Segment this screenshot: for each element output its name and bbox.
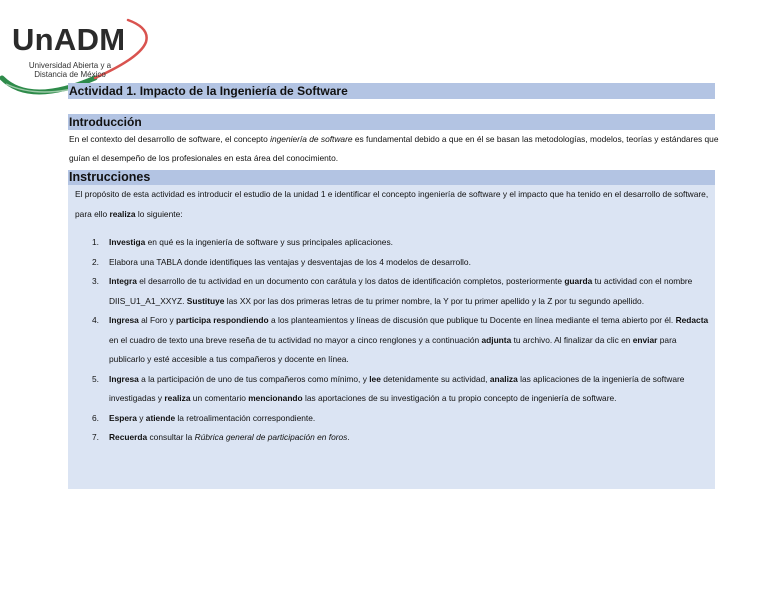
logo-name: UnADM [12,22,126,57]
list-item-text: Investiga [109,237,146,247]
list-item-text: participa respondiendo [176,315,269,325]
list-item-number: 4. [92,315,99,325]
list-item-text: el desarrollo de tu actividad en un documento con carátula y los datos de identificación completos, posteriormente [136,276,565,286]
list-item-text: Integra [109,276,137,286]
steps-list [74,233,709,448]
list-item-text: lee [369,373,381,384]
list-item-text: Sustituye [186,295,225,306]
list-item-text: Rúbrica general de participación en foros [194,432,348,442]
list-item-text: un comentario [190,393,249,403]
list-item [74,311,709,370]
list-item-text: al Foro y [138,315,177,325]
list-item-text: Recuerda [109,432,148,442]
list-item-number: 2. [92,256,99,267]
list-item-number: 6. [92,412,99,423]
activity-title: Actividad 1. Impacto de la Ingeniería de Software [68,83,715,99]
list-item-text: guarda [564,276,593,286]
list-item-text: adjunta [481,334,512,345]
list-item [74,253,709,273]
list-item-text: enviar [632,334,658,345]
list-item [74,233,709,253]
list-item-text: consultar la [147,432,195,442]
list-item-text: Ingresa [109,315,139,325]
list-item-text: la retroalimentación correspondiente. [175,412,316,423]
list-item-text: las aplicaciones de la ingeniería de software investigadas y [109,373,685,403]
instructions-heading: Instrucciones [68,170,715,185]
list-item-number: 7. [92,432,99,442]
list-item-text: atiende [145,412,176,423]
list-item-text: para publicarlo y esté accesible a tus compañeros y docente en línea. [109,334,677,364]
list-item-number: 1. [92,237,99,247]
list-item-text: a los planteamientos y líneas de discusión que publique tu Docente en línea mediante el tema abierto por él. [268,315,676,325]
list-item-number: 3. [92,276,99,286]
instructions-panel [68,185,715,489]
list-item-text: las XX por las dos primeras letras de tu primer nombre, la Y por tu primer apellido y la Z por tu segundo apellido. [224,295,645,306]
intro-text: En el contexto del desarrollo de software, el concepto ingeniería de software es fundamental debido a que en él se basan las metodologías, modelos, teorías y estándares que guían el desempeño de los profesionales en esta área del conocimiento. [69,134,719,163]
list-item-text: analiza [489,373,518,384]
list-item-text: en el cuadro de texto una breve reseña de tu actividad no mayor a cinco renglones y a continuación [109,334,482,345]
list-item-text: . [347,432,350,442]
intro-heading: Introducción [68,114,715,130]
list-item-text: Elabora una TABLA donde identifiques las ventajas y desventajas de los 4 modelos de desarrollo. [109,256,471,267]
list-item-text: Espera [109,412,137,423]
list-item [74,370,709,409]
list-item-number: 5. [92,373,99,384]
logo-subtitle: Universidad Abierta y a Distancia de México [28,61,112,79]
list-item-text: las aportaciones de su investigación a tu propio concepto de ingeniería de software. [302,393,617,403]
list-item [74,272,709,311]
list-item [74,409,709,429]
list-item [74,428,709,448]
list-item-text: y [136,412,146,423]
list-item-text: tu archivo. Al finalizar da clic en [511,334,633,345]
list-item-text: a la participación de uno de tus compañeros como mínimo, y [138,373,370,384]
instructions-lead: El propósito de esta actividad es introducir el estudio de la unidad 1 e identificar el concepto ingeniería de software y el impacto que ha tenido en el desarrollo de software, para ello realiza lo siguiente: [75,189,709,219]
list-item-text: tu actividad con el nombre DIIS_U1_A1_XXYZ. [109,276,693,306]
list-item-text: realiza [164,393,191,403]
list-item-text: en qué es la ingeniería de software y sus principales aplicaciones. [145,237,393,247]
list-item-text: mencionando [248,393,303,403]
list-item-text: detenidamente su actividad, [380,373,490,384]
list-item-text: Redacta [675,315,709,325]
list-item-text: Ingresa [109,373,139,384]
